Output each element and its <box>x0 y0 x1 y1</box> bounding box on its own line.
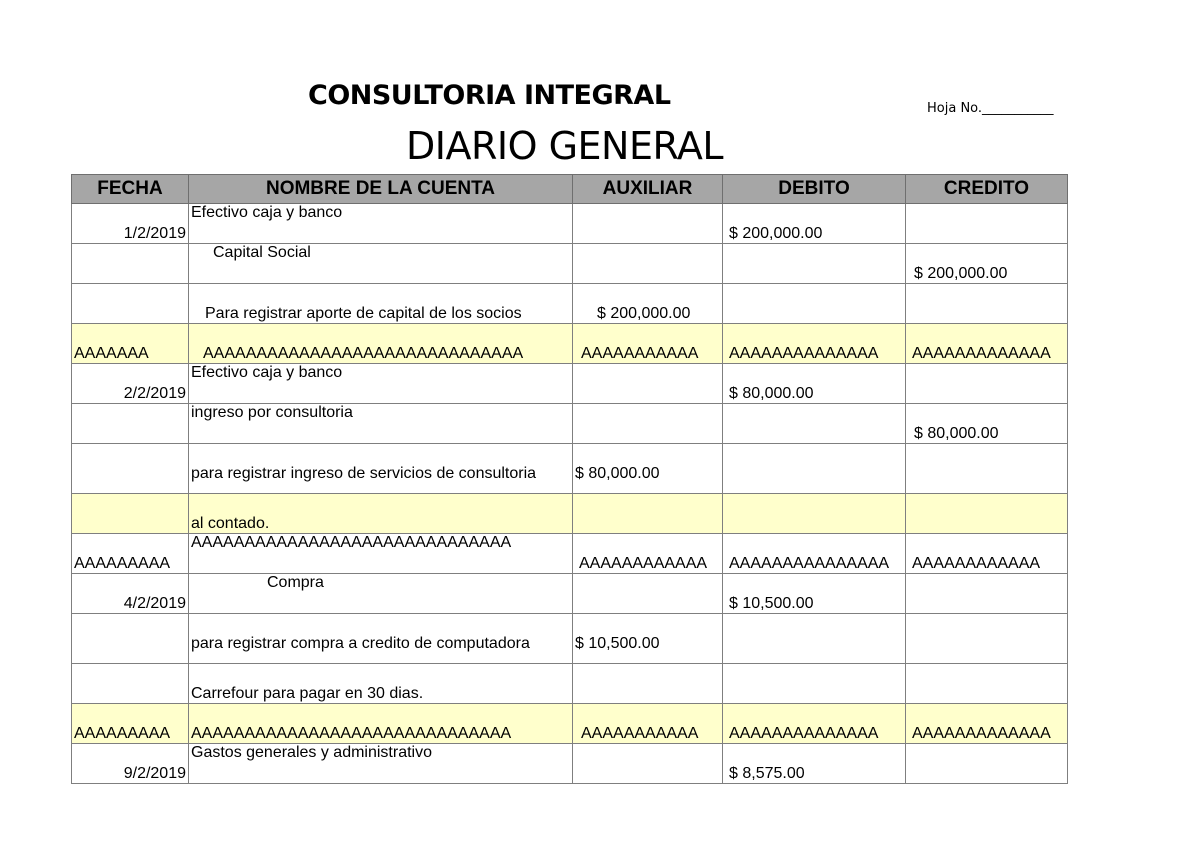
cell-credito[interactable] <box>906 364 1068 404</box>
cell-auxiliar[interactable] <box>573 404 723 444</box>
table-row <box>72 664 1068 704</box>
cell-cuenta[interactable]: Capital Social <box>189 244 573 284</box>
cell-cuenta[interactable]: AAAAAAAAAAAAAAAAAAAAAAAAAAAAAA <box>189 534 573 574</box>
table-row <box>72 494 1068 534</box>
cell-cuenta[interactable]: Compra <box>189 574 573 614</box>
cell-fecha[interactable] <box>72 244 189 284</box>
cell-cuenta[interactable]: Gastos generales y administrativo <box>189 744 573 784</box>
cell-credito[interactable] <box>906 494 1068 534</box>
cell-fecha[interactable] <box>72 494 189 534</box>
cell-cuenta[interactable]: para registrar compra a credito de computadora <box>189 614 573 664</box>
cell-credito[interactable]: AAAAAAAAAAAAA <box>906 704 1068 744</box>
cell-fecha[interactable]: AAAAAAAAA <box>72 534 189 574</box>
cell-debito[interactable]: $ 200,000.00 <box>723 204 906 244</box>
cell-debito[interactable]: AAAAAAAAAAAAAAA <box>723 534 906 574</box>
cell-credito[interactable] <box>906 444 1068 494</box>
cell-debito[interactable] <box>723 494 906 534</box>
table-header-row <box>72 175 1068 204</box>
table-row <box>72 204 1068 244</box>
cell-auxiliar[interactable] <box>573 574 723 614</box>
cell-auxiliar[interactable] <box>573 664 723 704</box>
cell-fecha[interactable] <box>72 614 189 664</box>
table-row <box>72 614 1068 664</box>
cell-debito[interactable]: $ 8,575.00 <box>723 744 906 784</box>
cell-debito[interactable]: AAAAAAAAAAAAAA <box>723 704 906 744</box>
cell-debito[interactable] <box>723 444 906 494</box>
cell-fecha[interactable] <box>72 404 189 444</box>
cell-fecha[interactable]: AAAAAAAAA <box>72 704 189 744</box>
cell-auxiliar[interactable] <box>573 204 723 244</box>
cell-auxiliar[interactable]: AAAAAAAAAAA <box>573 324 723 364</box>
cell-auxiliar[interactable] <box>573 494 723 534</box>
journal-title: DIARIO GENERAL <box>406 124 723 168</box>
table-row <box>72 244 1068 284</box>
col-header-credito: CREDITO <box>906 175 1068 204</box>
cell-cuenta[interactable]: al contado. <box>189 494 573 534</box>
cell-debito[interactable] <box>723 614 906 664</box>
cell-auxiliar[interactable]: $ 10,500.00 <box>573 614 723 664</box>
cell-auxiliar[interactable]: AAAAAAAAAAA <box>573 704 723 744</box>
cell-fecha[interactable]: AAAAAAA <box>72 324 189 364</box>
cell-credito[interactable] <box>906 204 1068 244</box>
cell-cuenta[interactable]: Efectivo caja y banco <box>189 204 573 244</box>
cell-credito[interactable]: AAAAAAAAAAAAA <box>906 324 1068 364</box>
journal-table <box>71 174 1068 784</box>
separator-row <box>72 534 1068 574</box>
col-header-fecha: FECHA <box>72 175 189 204</box>
cell-debito[interactable] <box>723 664 906 704</box>
cell-debito[interactable]: AAAAAAAAAAAAAA <box>723 324 906 364</box>
col-header-debito: DEBITO <box>723 175 906 204</box>
cell-debito[interactable] <box>723 284 906 324</box>
cell-debito[interactable]: $ 10,500.00 <box>723 574 906 614</box>
cell-cuenta[interactable]: Efectivo caja y banco <box>189 364 573 404</box>
table-row <box>72 744 1068 784</box>
cell-credito[interactable] <box>906 744 1068 784</box>
cell-credito[interactable] <box>906 574 1068 614</box>
cell-fecha[interactable] <box>72 664 189 704</box>
cell-fecha[interactable]: 1/2/2019 <box>72 204 189 244</box>
separator-row <box>72 324 1068 364</box>
cell-debito[interactable] <box>723 244 906 284</box>
cell-credito[interactable]: AAAAAAAAAAAA <box>906 534 1068 574</box>
cell-fecha[interactable]: 2/2/2019 <box>72 364 189 404</box>
cell-auxiliar[interactable] <box>573 744 723 784</box>
cell-cuenta[interactable]: AAAAAAAAAAAAAAAAAAAAAAAAAAAAAA <box>189 704 573 744</box>
cell-auxiliar[interactable]: $ 200,000.00 <box>573 284 723 324</box>
cell-cuenta[interactable]: Para registrar aporte de capital de los socios <box>189 284 573 324</box>
company-name: CONSULTORIA INTEGRAL <box>308 80 671 111</box>
cell-fecha[interactable] <box>72 284 189 324</box>
table-row <box>72 404 1068 444</box>
separator-row <box>72 704 1068 744</box>
cell-credito[interactable]: $ 80,000.00 <box>906 404 1068 444</box>
cell-credito[interactable]: $ 200,000.00 <box>906 244 1068 284</box>
cell-cuenta[interactable]: Carrefour para pagar en 30 dias. <box>189 664 573 704</box>
cell-fecha[interactable] <box>72 444 189 494</box>
table-row <box>72 284 1068 324</box>
cell-fecha[interactable]: 4/2/2019 <box>72 574 189 614</box>
cell-cuenta[interactable]: ingreso por consultoria <box>189 404 573 444</box>
cell-fecha[interactable]: 9/2/2019 <box>72 744 189 784</box>
cell-auxiliar[interactable]: AAAAAAAAAAAA <box>573 534 723 574</box>
cell-auxiliar[interactable] <box>573 244 723 284</box>
table-row <box>72 444 1068 494</box>
col-header-cuenta: NOMBRE DE LA CUENTA <box>189 175 573 204</box>
cell-auxiliar[interactable]: $ 80,000.00 <box>573 444 723 494</box>
cell-credito[interactable] <box>906 614 1068 664</box>
cell-debito[interactable]: $ 80,000.00 <box>723 364 906 404</box>
cell-cuenta[interactable]: AAAAAAAAAAAAAAAAAAAAAAAAAAAAAA <box>189 324 573 364</box>
cell-auxiliar[interactable] <box>573 364 723 404</box>
table-row <box>72 364 1068 404</box>
cell-debito[interactable] <box>723 404 906 444</box>
sheet-number-label: Hoja No.___________ <box>927 101 1054 116</box>
cell-credito[interactable] <box>906 284 1068 324</box>
cell-credito[interactable] <box>906 664 1068 704</box>
col-header-auxiliar: AUXILIAR <box>573 175 723 204</box>
table-row <box>72 574 1068 614</box>
cell-cuenta[interactable]: para registrar ingreso de servicios de consultoria <box>189 444 573 494</box>
